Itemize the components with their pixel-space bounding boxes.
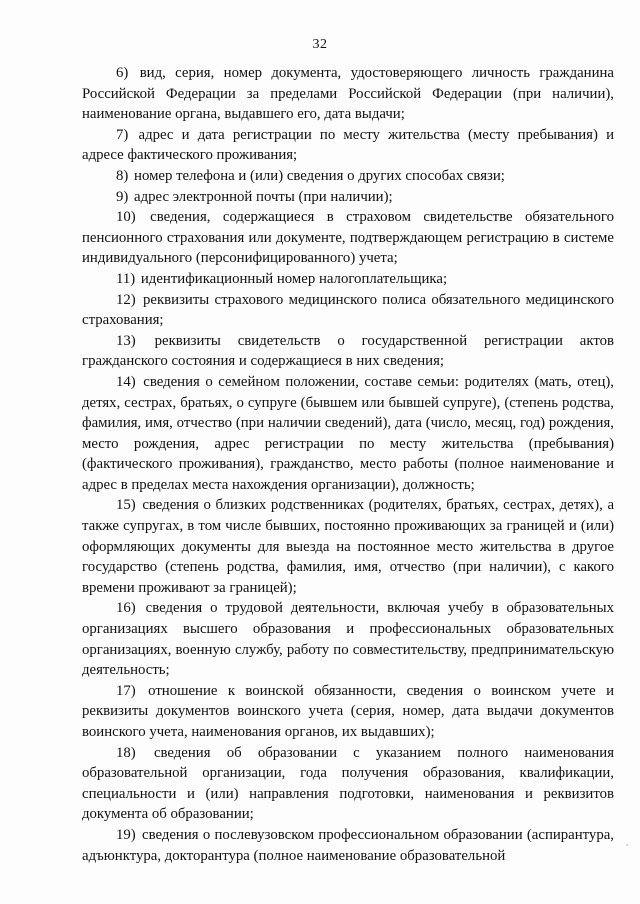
item-number: 19) <box>116 826 136 843</box>
list-item <box>82 372 614 496</box>
item-text: отношение к воинской обязанности, сведения о воинском учете и реквизиты документов воинского учета (серия, номер, дата выдачи документов воинского учета, наименования органов, их выдавших); <box>82 682 614 740</box>
item-number: 15) <box>116 497 136 514</box>
item-text: сведения о семейном положении, составе семьи: родителях (мать, отец), детях, сестрах, братьях, о супруге (бывшем или бывшей супруге), (степень родства, фамилия, имя, отчество (при наличии сведений), дата (число, месяц, год) рождения, место рождения, адрес регистрации по месту жительства (пребывания) (фактического проживания), гражданство, место работы (полное наименование и адрес в пределах места нахождения организации), должность; <box>82 373 614 493</box>
list-item <box>82 743 614 825</box>
item-number: 6) <box>116 65 129 81</box>
item-number: 14) <box>116 373 136 390</box>
list-item <box>82 825 614 866</box>
list-item <box>82 495 614 598</box>
list-item <box>82 598 614 680</box>
list-item <box>82 166 614 187</box>
list-item <box>82 125 614 166</box>
scan-speck <box>626 844 628 846</box>
item-number: 11) <box>116 270 136 287</box>
item-text: сведения о трудовой деятельности, включая учебу в образовательных организациях высшего образования и профессиональных образовательных организациях, военную службу, работу по совместительству, предпринимательскую деятельность; <box>82 600 614 679</box>
document-body <box>82 63 614 866</box>
item-text: реквизиты страхового медицинского полиса обязательного медицинского страхования; <box>82 291 615 329</box>
item-number: 13) <box>116 332 136 349</box>
item-text: сведения об образовании с указанием полного наименования образовательной организации, года получения образования, квалификации, специальности и (или) направления подготовки, наименования и реквизитов документа об образовании; <box>82 744 615 823</box>
item-text: вид, серия, номер документа, удостоверяющего личность гражданина Российской Федерации за пределами Российской Федерации (при наличии), наименование органа, выдавшего его, дата выдачи; <box>82 65 614 123</box>
item-number: 9) <box>116 188 129 205</box>
item-text: сведения, содержащиеся в страховом свидетельстве обязательного пенсионного страхования или документе, подтверждающем регистрацию в системе индивидуального (персонифицированного) учета; <box>82 209 615 267</box>
item-text: сведения о близких родственниках (родителях, братьях, сестрах, детях), а также супругах, в том числе бывших, постоянно проживающих за границей и (или) оформляющих документы для выезда на постоянное место жительства в другое государство (степень родства, фамилия, имя, отчество (при наличии), с какого времени проживают за границей); <box>82 497 615 596</box>
item-number: 7) <box>116 126 129 143</box>
item-number: 18) <box>116 744 136 761</box>
item-number: 17) <box>116 682 136 699</box>
list-item <box>82 207 614 269</box>
page-number: 32 <box>312 37 328 52</box>
item-text: идентификационный номер налогоплательщика; <box>140 270 448 287</box>
list-item <box>82 290 614 331</box>
item-number: 12) <box>116 291 136 308</box>
item-number: 16) <box>116 600 136 617</box>
item-text: адрес и дата регистрации по месту жительства (месту пребывания) и адресе фактического проживания; <box>82 126 614 164</box>
list-item <box>82 187 614 208</box>
list-item <box>82 331 614 372</box>
list-item <box>82 63 614 125</box>
list-item <box>82 681 614 743</box>
item-text: номер телефона и (или) сведения о других способах связи; <box>134 167 505 184</box>
item-text: адрес электронной почты (при наличии); <box>134 188 393 205</box>
item-text: реквизиты свидетельств о государственной регистрации актов гражданского состояния и содержащиеся в них сведения; <box>82 332 614 370</box>
item-number: 10) <box>116 209 136 226</box>
item-text: сведения о послевузовском профессиональном образовании (аспирантура, адъюнктура, докторантура (полное наименование образовательной <box>82 826 614 864</box>
list-item <box>82 269 614 290</box>
item-number: 8) <box>116 167 129 184</box>
